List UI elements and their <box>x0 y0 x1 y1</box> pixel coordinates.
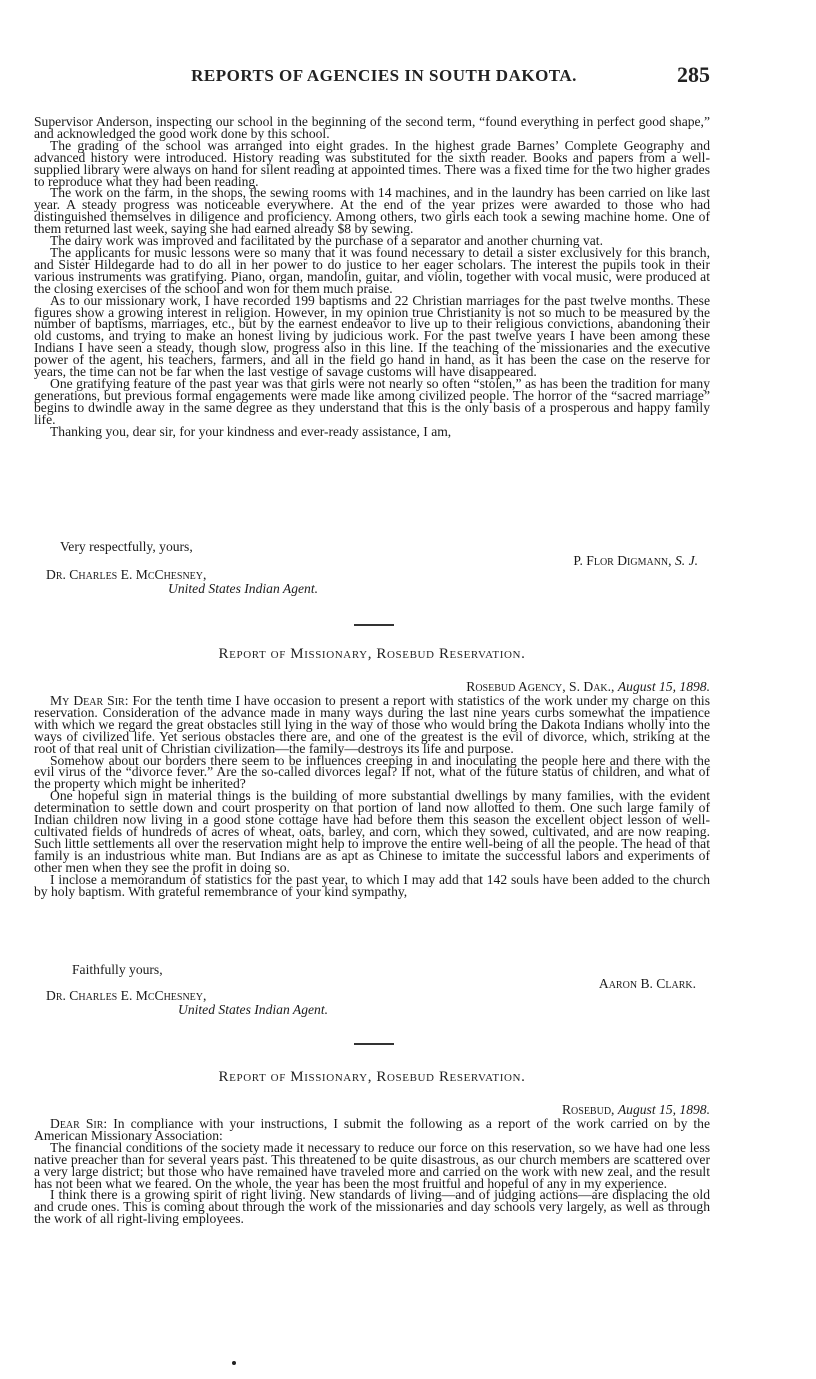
dateline-date: August 15, 1898. <box>617 679 710 694</box>
signature <box>573 553 698 569</box>
section-divider <box>354 1043 394 1045</box>
paragraph: Supervisor Anderson, inspecting our school in the beginning of the second term, “found everything in perfect good shape,” and acknowledged the good work done by this school. <box>34 114 710 141</box>
paragraph: As to our missionary work, I have recorded 199 baptisms and 22 Christian marriages for the past twelve months. These figures show a growing interest in religion. However, in my opinion true Christianity is not so much to be measured by the number of baptisms, marriages, etc., but by the earnest endeavor to live up to their religious convictions, abandoning their old customs, and trying to make an honest living by judicious work. For the past twelve years I have been among these Indians I have seen a steady, though slow, progress also in this line. If the teaching of the missionaries and the executive power of the agent, his teachers, farmers, and all in the field go hand in hand, as it has been the case on the reserve for years, the time can not be far when the last vestige of savage customs will have disappeared. <box>34 292 710 380</box>
page-header <box>34 62 710 92</box>
dateline-date: August 15, 1898. <box>617 1102 710 1117</box>
page-number: 285 <box>677 62 710 87</box>
section2-body <box>34 695 710 897</box>
closing-line: Faithfully yours, <box>72 962 163 977</box>
section-title: Report of Missionary, Rosebud Reservation. <box>218 646 526 662</box>
addressee-title: United States Indian Agent. <box>178 1002 329 1017</box>
paragraph-text: For the tenth time I have occasion to present a report with statistics of the work under my charge on this reservation. Consideration of the advance made in many ways during the last nine years curbs somewhat the impatience with which we regard the great obstacles still lying in the way of those who would bring the Dakota Indians wholly into the ways of civilized life. Yet serious obstacles there are, and one of the greatest is the evil of divorce, which, striking at the root of that real unit of Christian civilization—the family—destroys its life and purpose. <box>34 693 710 756</box>
section1-body <box>34 116 710 437</box>
paragraph: I inclose a memorandum of statistics for the past year, to which I may add that 142 souls have been added to the church by holy baptism. With grateful remembrance of your kind sympathy, <box>34 871 710 899</box>
paragraph: The dairy work was improved and facilitated by the purchase of a separator and another churning vat. <box>50 233 603 249</box>
addressee-name: Dr. Charles E. McChesney, <box>46 567 207 582</box>
paragraph-text: In compliance with your instructions, I submit the following as a report of the work carried on by the American Missionary Association: <box>34 1116 711 1143</box>
section-divider <box>354 624 394 626</box>
section3-body <box>34 1118 710 1225</box>
addressee-title: United States Indian Agent. <box>168 581 319 596</box>
paragraph: The work on the farm, in the shops, the sewing rooms with 14 machines, and in the laundry has been carried on like last year. A steady progress was noticeable everywhere. At the end of the year prizes were awarded to those who had distinguished themselves in diligence and proficiency. Among others, two girls each took a sewing machine home. One of them returned last week, saying she had earned already $8 by sewing. <box>34 185 710 237</box>
salutation: Dear Sir: <box>50 1116 108 1131</box>
signature: Aaron B. Clark. <box>598 976 696 991</box>
addressee <box>46 989 328 1017</box>
page-mark <box>232 1361 236 1365</box>
paragraph: One hopeful sign in material things is the building of more substantial dwellings by many families, with the evident determination to settle down and court prosperity on that portion of land now allotted to them. One such large family of Indian children now living in a good stone cottage have had before them this season the excellent object lesson of well-cultivated fields of hundreds of acres of wheat, oats, barley, and corn, which they sowed, cultivated, and are now reaping. Such little settlements all over the reservation might help to improve the entire well-being of all the people. The head of that family is an industrious white man. But Indians are as apt as Chinese to imitate the successful labors and experiments of other men when they see the profit in doing so. <box>34 788 710 875</box>
paragraph <box>34 695 710 755</box>
salutation: My Dear Sir: <box>50 693 129 708</box>
section-title: Report of Missionary, Rosebud Reservation. <box>218 1069 526 1085</box>
paragraph: Thanking you, dear sir, for your kindness and ever-ready assistance, I am, <box>50 423 452 439</box>
paragraph: Somehow about our borders there seem to be influences creeping in and inoculating the people here and there with the evil virus of the “divorce fever.” Are the so-called divorces legal? If not, what of the future status of children, and what of the property which might be inherited? <box>34 752 710 792</box>
signature-name: P. Flor Digmann, <box>573 553 672 568</box>
addressee <box>46 568 318 596</box>
paragraph: The grading of the school was arranged into eight grades. In the highest grade Barnes’ Complete Geography and advanced history were introduced. History reading was substituted for the sixth reader. Books and papers from a well-supplied library were always on hand for silent reading at appointed times. There was a fixed time for the two higher grades to reproduce what they had been reading. <box>34 137 710 189</box>
dateline-place: Rosebud, <box>561 1102 615 1117</box>
paragraph: One gratifying feature of the past year was that girls were not nearly so often “stolen,” as has been the tradition for many generations, but previous formal engagements were made like among civilized people. The horror of the “sacred marriage” begins to dwindle away in the same degree as they understand that this is the only basis of a prosperous and happy family life. <box>34 375 710 427</box>
paragraph: The applicants for music lessons were so many that it was found necessary to detail a sister exclusively for this branch, and Sister Hildegarde had to do all in her power to do justice to her eager scholars. The interest the pupils took in their various instruments was gratifying. Piano, organ, mandolin, guitar, and violin, together with vocal music, were produced at the closing exercises of the school and won for them much praise. <box>34 244 710 296</box>
paragraph: I think there is a growing spirit of right living. New standards of living—and of judging actions—are displacing the old and crude ones. This is coming about through the work of the missionaries and day schools very largely, as well as through the work of all right-living employees. <box>34 1187 710 1227</box>
paragraph <box>34 1118 710 1142</box>
paragraph: The financial conditions of the society made it necessary to reduce our force on this reservation, so we have had one less native preacher than for several years past. This threatened to be quite disastrous, as our church members are scattered over a very large district; but those who have remained have traveled more and carried on the work with new zeal, and the result has not been what we feared. On the whole, the year has been the most fruitful and hopeful of any in my experience. <box>34 1139 710 1191</box>
addressee-name: Dr. Charles E. McChesney, <box>46 988 207 1003</box>
dateline-place: Rosebud Agency, S. Dak., <box>466 679 615 694</box>
running-head: REPORTS OF AGENCIES IN SOUTH DAKOTA. <box>191 66 577 85</box>
signature-suffix: S. J. <box>674 553 698 568</box>
closing-line: Very respectfully, yours, <box>60 539 193 554</box>
